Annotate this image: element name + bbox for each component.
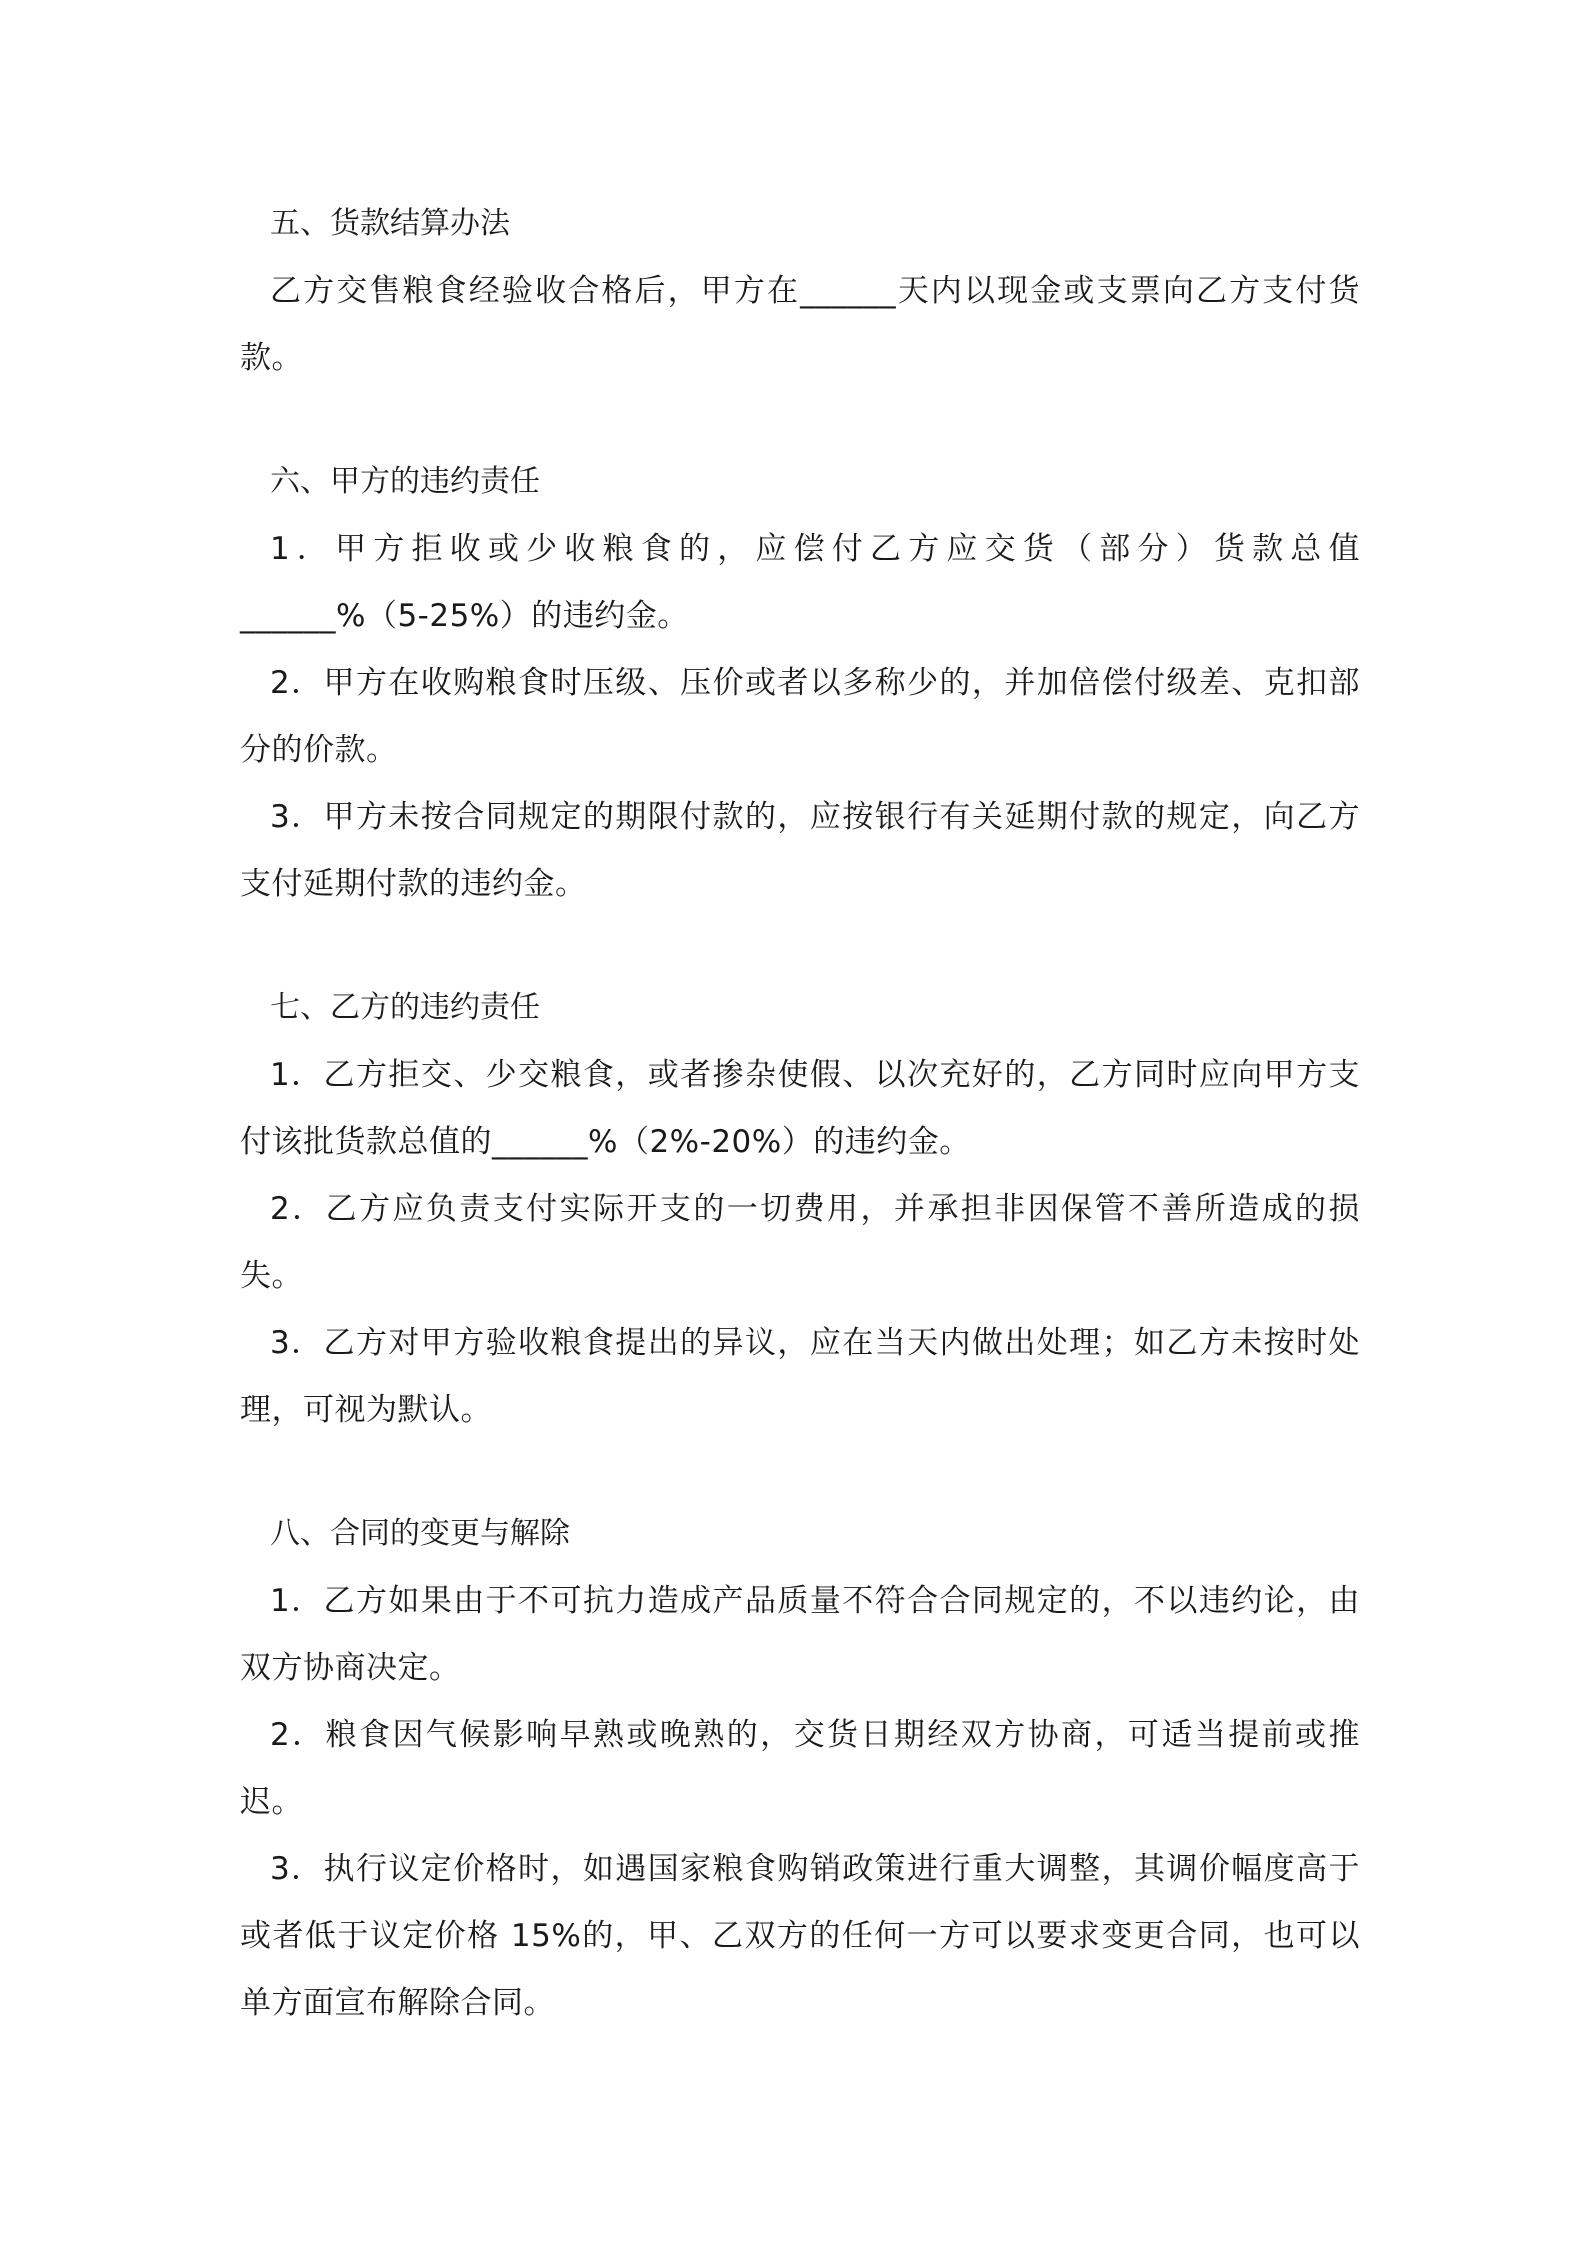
section-party-a-liability: [240, 448, 1360, 918]
section-heading: 六、甲方的违约责任: [270, 464, 540, 499]
section-paragraph: 2．甲方在收购粮食时压级、压价或者以多称少的，并加倍偿付级差、克扣部分的价款。: [240, 665, 1360, 768]
section-heading: 五、货款结算办法: [270, 206, 510, 241]
section-paragraph: 2．粮食因气候影响早熟或晚熟的，交货日期经双方协商，可适当提前或推迟。: [240, 1717, 1360, 1820]
section-paragraph: 3．乙方对甲方验收粮食提出的异议，应在当天内做出处理；如乙方未按时处理，可视为默认。: [240, 1325, 1360, 1428]
section-paragraph: 乙方交售粮食经验收合格后，甲方在______天内以现金或支票向乙方支付货款。: [240, 273, 1360, 376]
section-party-b-liability: [240, 974, 1360, 1444]
section-paragraph: 1．甲方拒收或少收粮食的，应偿付乙方应交货（部分）货款总值______%（5-25%）的违约金。: [240, 531, 1360, 634]
section-paragraph: 3．执行议定价格时，如遇国家粮食购销政策进行重大调整，其调价幅度高于或者低于议定价格 15%的，甲、乙双方的任何一方可以要求变更合同，也可以单方面宣布解除合同。: [240, 1851, 1360, 2021]
section-payment-settlement: [240, 190, 1360, 392]
section-paragraph: 1．乙方如果由于不可抗力造成产品质量不符合合同规定的，不以违约论，由双方协商决定。: [240, 1583, 1360, 1686]
section-paragraph: 1．乙方拒交、少交粮食，或者掺杂使假、以次充好的，乙方同时应向甲方支付该批货款总值的______%（2%-20%）的违约金。: [240, 1057, 1360, 1160]
section-heading: 七、乙方的违约责任: [270, 990, 540, 1025]
section-contract-change: [240, 1500, 1360, 2037]
section-paragraph: 3．甲方未按合同规定的期限付款的，应按银行有关延期付款的规定，向乙方支付延期付款的违约金。: [240, 799, 1360, 902]
section-heading: 八、合同的变更与解除: [270, 1516, 570, 1551]
section-paragraph: 2．乙方应负责支付实际开支的一切费用，并承担非因保管不善所造成的损失。: [240, 1191, 1360, 1294]
